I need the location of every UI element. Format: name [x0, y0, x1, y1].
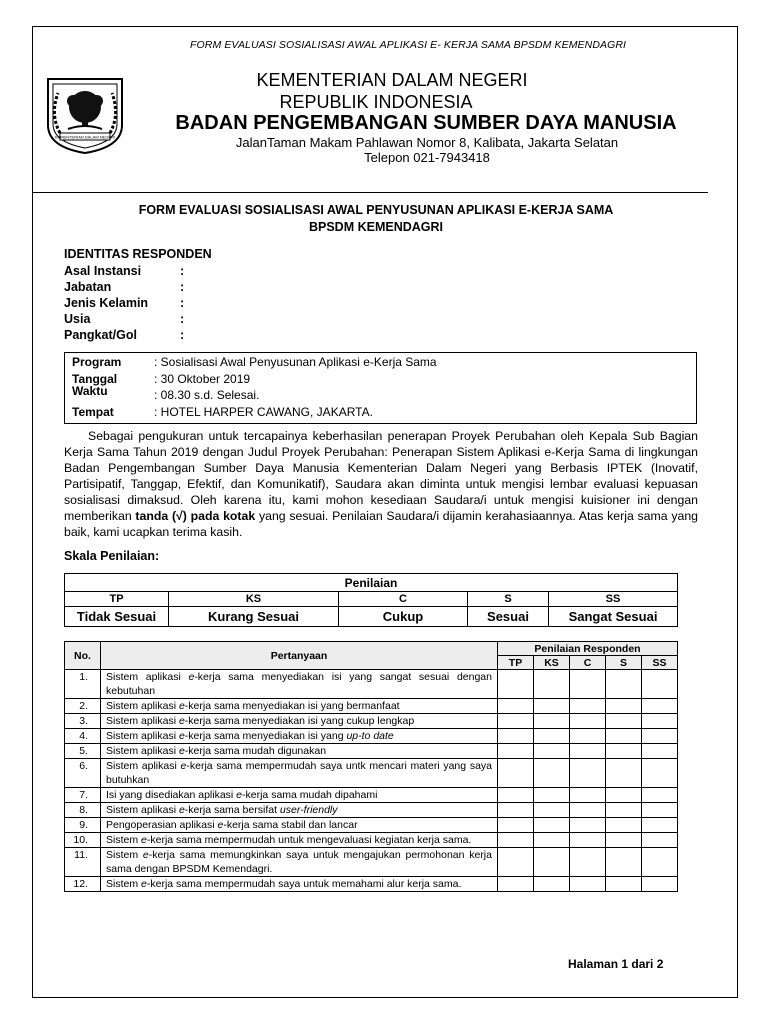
rating-checkbox-ks[interactable]: [534, 744, 570, 759]
question-row: [65, 759, 678, 788]
question-number: 12.: [65, 877, 101, 892]
rating-checkbox-tp[interactable]: [498, 848, 534, 877]
rating-checkbox-tp[interactable]: [498, 877, 534, 892]
question-number: 1.: [65, 670, 101, 699]
question-number: 11.: [65, 848, 101, 877]
question-row: [65, 877, 678, 892]
rating-checkbox-ss[interactable]: [642, 803, 678, 818]
rating-checkbox-s[interactable]: [606, 818, 642, 833]
rating-checkbox-ss[interactable]: [642, 877, 678, 892]
rating-checkbox-s[interactable]: [606, 759, 642, 788]
rating-checkbox-c[interactable]: [570, 670, 606, 699]
scale-title: Penilaian: [65, 574, 678, 592]
scale-name: Cukup: [339, 607, 468, 627]
questionnaire-table: [64, 641, 678, 892]
rating-checkbox-ss[interactable]: [642, 848, 678, 877]
rating-checkbox-ks[interactable]: [534, 670, 570, 699]
rating-checkbox-c[interactable]: [570, 714, 606, 729]
rating-checkbox-tp[interactable]: [498, 818, 534, 833]
rating-checkbox-s[interactable]: [606, 744, 642, 759]
tempat-label: Tempat: [72, 405, 114, 419]
identity-heading: IDENTITAS RESPONDEN: [64, 247, 212, 261]
header-divider: [32, 192, 708, 193]
rating-checkbox-c[interactable]: [570, 848, 606, 877]
rating-checkbox-ks[interactable]: [534, 699, 570, 714]
rating-checkbox-ks[interactable]: [534, 818, 570, 833]
identity-field: Usia :: [64, 312, 185, 326]
rating-checkbox-ss[interactable]: [642, 818, 678, 833]
rating-checkbox-ks[interactable]: [534, 759, 570, 788]
rating-checkbox-c[interactable]: [570, 833, 606, 848]
rating-checkbox-ss[interactable]: [642, 744, 678, 759]
question-row: [65, 818, 678, 833]
form-subtitle: BPSDM KEMENDAGRI: [308, 220, 444, 234]
logo-caption: KEMENTERIAN DALAM NEGERI: [54, 134, 116, 140]
rating-checkbox-ks[interactable]: [534, 877, 570, 892]
rating-checkbox-ks[interactable]: [534, 729, 570, 744]
rating-checkbox-tp[interactable]: [498, 788, 534, 803]
scale-code: TP: [65, 592, 169, 607]
question-number: 6.: [65, 759, 101, 788]
rating-checkbox-c[interactable]: [570, 877, 606, 892]
scale-table: [64, 573, 678, 627]
tempat-value: : HOTEL HARPER CAWANG, JAKARTA.: [154, 405, 373, 419]
rating-checkbox-ss[interactable]: [642, 729, 678, 744]
rating-checkbox-ss[interactable]: [642, 670, 678, 699]
question-text: Sistem e-kerja sama memungkinkan saya untuk mengajukan permohonan kerja sama dengan BPSDM Kemendagri.: [101, 848, 498, 877]
rating-checkbox-ks[interactable]: [534, 833, 570, 848]
rating-checkbox-ss[interactable]: [642, 833, 678, 848]
header-agency: BADAN PENGEMBANGAN SUMBER DAYA MANUSIA: [175, 112, 677, 134]
question-text: Sistem aplikasi e-kerja sama mudah digunakan: [101, 744, 498, 759]
scale-name: Sangat Sesuai: [549, 607, 678, 627]
question-row: [65, 714, 678, 729]
header-phone: Telepon 021-7943418: [364, 150, 490, 165]
question-number: 3.: [65, 714, 101, 729]
header-republic: REPUBLIK INDONESIA: [279, 92, 473, 112]
rating-checkbox-c[interactable]: [570, 759, 606, 788]
question-text: Sistem e-kerja sama mempermudah untuk mengevaluasi kegiatan kerja sama.: [101, 833, 498, 848]
rating-checkbox-c[interactable]: [570, 744, 606, 759]
rating-checkbox-ss[interactable]: [642, 699, 678, 714]
question-row: [65, 848, 678, 877]
rating-code: S: [606, 656, 642, 670]
scale-code: SS: [549, 592, 678, 607]
question-text: Isi yang disediakan aplikasi e-kerja sama mudah dipahami: [101, 788, 498, 803]
rating-checkbox-s[interactable]: [606, 833, 642, 848]
rating-checkbox-tp[interactable]: [498, 714, 534, 729]
rating-checkbox-s[interactable]: [606, 729, 642, 744]
rating-checkbox-ss[interactable]: [642, 788, 678, 803]
question-text: Pengoperasian aplikasi e-kerja sama stabil dan lancar: [101, 818, 498, 833]
rating-checkbox-ss[interactable]: [642, 714, 678, 729]
rating-checkbox-c[interactable]: [570, 729, 606, 744]
scale-code: C: [339, 592, 468, 607]
rating-code: TP: [498, 656, 534, 670]
rating-code: KS: [534, 656, 570, 670]
question-row: [65, 744, 678, 759]
rating-code: SS: [642, 656, 678, 670]
question-number: 5.: [65, 744, 101, 759]
rating-checkbox-ks[interactable]: [534, 848, 570, 877]
rating-checkbox-tp[interactable]: [498, 759, 534, 788]
tanggal-label: Tanggal: [72, 372, 118, 386]
question-text: Sistem aplikasi e-kerja sama menyediakan isi yang cukup lengkap: [101, 714, 498, 729]
question-text: Sistem aplikasi e-kerja sama menyediakan isi yang up-to date: [101, 729, 498, 744]
question-text: Sistem aplikasi e-kerja sama menyediakan isi yang bermanfaat: [101, 699, 498, 714]
rating-checkbox-s[interactable]: [606, 803, 642, 818]
question-row: [65, 803, 678, 818]
rating-checkbox-tp[interactable]: [498, 699, 534, 714]
question-row: [65, 699, 678, 714]
waktu-label: Waktu: [72, 384, 108, 398]
rating-checkbox-ss[interactable]: [642, 759, 678, 788]
instruction-emphasis: tanda (√) pada kotak: [135, 509, 256, 523]
col-no: No.: [65, 642, 101, 670]
program-label: Program: [72, 355, 122, 369]
rating-code: C: [570, 656, 606, 670]
rating-checkbox-c[interactable]: [570, 699, 606, 714]
question-text: Sistem aplikasi e-kerja sama menyediakan isi yang sangat sesuai dengan kebutuhan: [101, 670, 498, 699]
scale-heading: Skala Penilaian:: [64, 549, 160, 563]
question-row: [65, 833, 678, 848]
rating-checkbox-c[interactable]: [570, 803, 606, 818]
form-title: FORM EVALUASI SOSIALISASI AWAL PENYUSUNAN APLIKASI E-KERJA SAMA: [138, 203, 614, 217]
rating-checkbox-tp[interactable]: [498, 833, 534, 848]
question-number: 2.: [65, 699, 101, 714]
rating-checkbox-ks[interactable]: [534, 803, 570, 818]
rating-checkbox-s[interactable]: [606, 714, 642, 729]
page-number: Halaman 1 dari 2: [568, 957, 664, 971]
rating-checkbox-c[interactable]: [570, 788, 606, 803]
question-row: [65, 729, 678, 744]
header-ministry: KEMENTERIAN DALAM NEGERI: [256, 70, 528, 90]
rating-checkbox-s[interactable]: [606, 877, 642, 892]
header-address: JalanTaman Makam Pahlawan Nomor 8, Kalibata, Jakarta Selatan: [235, 135, 619, 150]
waktu-value: : 08.30 s.d. Selesai.: [154, 388, 260, 402]
rating-checkbox-s[interactable]: [606, 788, 642, 803]
intro-paragraph: Sebagai pengukuran untuk tercapainya keberhasilan penerapan Proyek Perubahan oleh Kepala Sub Bagian Kerja Sama Tahun 2019 dengan Judul Proyek Perubahan: Penerapan Sistem Aplikasi e-Kerja Sama di lingkungan Badan Pengembangan Sumber Daya Manusia Kementerian Dalam Negeri yang Berbasis IPTEK (Inovatif, Partisipatif, Tanggap, Efektif, dan Komunikatif), Saudara akan diminta untuk mengisi lembar evaluasi kepuasan sosialisasi dimaksud. Oleh karena itu, kami mohon kesediaan Saudara/i untuk mengisi kuisioner ini dengan memberikan tanda (√) pada kotak yang sesuai. Penilaian Saudara/i dijamin kerahasiaannya. Atas kerja sama yang baik, kami ucapkan terima kasih.: [64, 429, 699, 539]
question-text: Sistem aplikasi e-kerja sama mempermudah saya untk mencari materi yang saya butuhkan: [101, 759, 498, 788]
rating-checkbox-s[interactable]: [606, 670, 642, 699]
question-text: Sistem e-kerja sama mempermudah saya untuk memahami alur kerja sama.: [101, 877, 498, 892]
rating-checkbox-tp[interactable]: [498, 670, 534, 699]
rating-checkbox-ks[interactable]: [534, 788, 570, 803]
rating-checkbox-c[interactable]: [570, 818, 606, 833]
rating-checkbox-tp[interactable]: [498, 803, 534, 818]
question-row: [65, 788, 678, 803]
program-value: : Sosialisasi Awal Penyusunan Aplikasi e-Kerja Sama: [154, 355, 437, 369]
identity-field: Pangkat/Gol :: [64, 328, 185, 342]
tanggal-value: : 30 Oktober 2019: [154, 372, 251, 386]
identity-field: Asal Instansi :: [64, 264, 185, 278]
scale-name: Sesuai: [468, 607, 549, 627]
scale-code: S: [468, 592, 549, 607]
identity-field: Jenis Kelamin :: [64, 296, 185, 310]
rating-checkbox-tp[interactable]: [498, 744, 534, 759]
question-number: 8.: [65, 803, 101, 818]
identity-field: Jabatan :: [64, 280, 185, 294]
question-number: 9.: [65, 818, 101, 833]
question-number: 4.: [65, 729, 101, 744]
scale-name: Kurang Sesuai: [169, 607, 339, 627]
col-question: Pertanyaan: [101, 642, 498, 670]
question-text: Sistem aplikasi e-kerja sama bersifat user-friendly: [101, 803, 498, 818]
question-number: 7.: [65, 788, 101, 803]
program-box: [64, 352, 697, 424]
scale-name: Tidak Sesuai: [65, 607, 169, 627]
col-rating: Penilaian Responden: [498, 642, 678, 656]
question-row: [65, 670, 678, 699]
scale-code: KS: [169, 592, 339, 607]
question-number: 10.: [65, 833, 101, 848]
rating-checkbox-ks[interactable]: [534, 714, 570, 729]
rating-checkbox-tp[interactable]: [498, 729, 534, 744]
rating-checkbox-s[interactable]: [606, 848, 642, 877]
rating-checkbox-s[interactable]: [606, 699, 642, 714]
header-note: FORM EVALUASI SOSIALISASI AWAL APLIKASI E- KERJA SAMA BPSDM KEMENDAGRI: [190, 39, 627, 51]
